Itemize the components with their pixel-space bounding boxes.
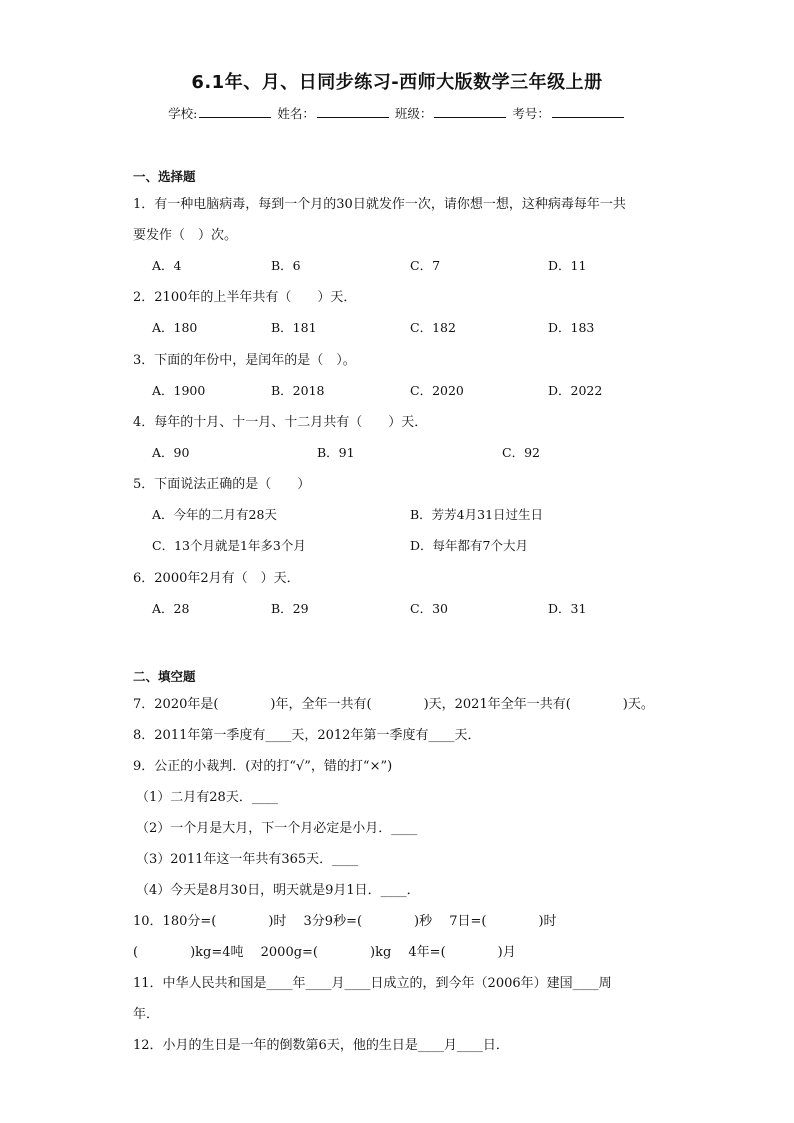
q10-text-line2: ( )kg=4吨 2000g=( )kg 4年=( )月	[133, 945, 516, 960]
q4-option-a[interactable]: A．90	[152, 445, 190, 460]
name-blank[interactable]	[317, 105, 389, 118]
q11-text-line1: 11．中华人民共和国是____年____月____日成立的，到今年（2006年）建国____周	[133, 976, 612, 991]
q9-text: 9．公正的小裁判．(对的打“√”，错的打“×”)	[133, 759, 393, 774]
q3-text: 3．下面的年份中，是闰年的是（ ）。	[133, 353, 356, 368]
q9-item-3: （3）2011年这一年共有365天．____	[136, 852, 359, 867]
q5-option-b[interactable]: B．芳芳4月31日过生日	[410, 507, 544, 522]
q11-text-line2: 年．	[133, 1007, 160, 1022]
q5-option-a[interactable]: A．今年的二月有28天	[152, 507, 277, 522]
section-fill-heading: 二、填空题	[133, 669, 196, 684]
q6-option-d[interactable]: D．31	[548, 601, 587, 616]
page-title: 6.1年、月、日同步练习-西师大版数学三年级上册	[191, 72, 603, 93]
q12-text: 12．小月的生日是一年的倒数第6天，他的生日是____月____日．	[133, 1038, 509, 1053]
q4-option-b[interactable]: B．91	[317, 445, 355, 460]
q2-option-b[interactable]: B．181	[271, 320, 317, 335]
q2-text: 2．2100年的上半年共有（ ）天．	[133, 290, 357, 305]
q2-option-c[interactable]: C．182	[410, 320, 456, 335]
q3-option-d[interactable]: D．2022	[548, 383, 603, 398]
q6-option-b[interactable]: B．29	[271, 601, 309, 616]
q1-option-a[interactable]: A．4	[152, 258, 182, 273]
q1-option-b[interactable]: B．6	[271, 258, 301, 273]
q4-text: 4．每年的十月、十一月、十二月共有（ ）天．	[133, 415, 428, 430]
class-blank[interactable]	[434, 105, 506, 118]
class-label: 班级：	[394, 106, 433, 121]
school-label: 学校:	[168, 106, 198, 121]
q1-text-line1: 1．有一种电脑病毒，每到一个月的30日就发作一次，请你想一想，这种病毒每年一共	[133, 197, 626, 212]
q3-option-c[interactable]: C．2020	[410, 383, 464, 398]
section-choice-heading: 一、选择题	[133, 169, 196, 184]
school-blank[interactable]	[199, 105, 271, 118]
q9-item-2: （2）一个月是大月，下一个月必定是小月．____	[136, 821, 418, 836]
q6-option-a[interactable]: A．28	[152, 601, 190, 616]
name-label: 姓名：	[277, 106, 315, 121]
q3-option-a[interactable]: A．1900	[152, 383, 206, 398]
q9-item-1: （1）二月有28天．____	[136, 790, 278, 805]
q4-option-c[interactable]: C．92	[502, 445, 540, 460]
q8-text: 8．2011年第一季度有____天，2012年第一季度有____天．	[133, 728, 481, 743]
q1-option-c[interactable]: C．7	[410, 258, 441, 273]
q1-option-d[interactable]: D．11	[548, 258, 587, 273]
number-blank[interactable]	[552, 105, 624, 118]
q2-option-d[interactable]: D．183	[548, 320, 595, 335]
q5-option-c[interactable]: C．13个月就是1年多3个月	[152, 538, 306, 553]
q6-option-c[interactable]: C．30	[410, 601, 448, 616]
q10-text-line1: 10．180分=( )时 3分9秒=( )秒 7日=( )时	[133, 914, 557, 929]
q3-option-b[interactable]: B．2018	[271, 383, 325, 398]
q9-item-4: （4）今天是8月30日，明天就是9月1日．____．	[136, 883, 420, 898]
number-label: 考号：	[512, 106, 550, 121]
q1-text-line2: 要发作（ ）次。	[133, 228, 238, 243]
q5-option-d[interactable]: D．每年都有7个大月	[410, 538, 528, 553]
q5-text: 5．下面说法正确的是（ ）	[133, 477, 311, 492]
q6-text: 6．2000年2月有（ ）天．	[133, 571, 300, 586]
q2-option-a[interactable]: A．180	[152, 320, 198, 335]
student-info-line	[0, 104, 794, 122]
q7-text: 7．2020年是( )年，全年一共有( )天，2021年全年一共有( )天。	[133, 697, 654, 712]
